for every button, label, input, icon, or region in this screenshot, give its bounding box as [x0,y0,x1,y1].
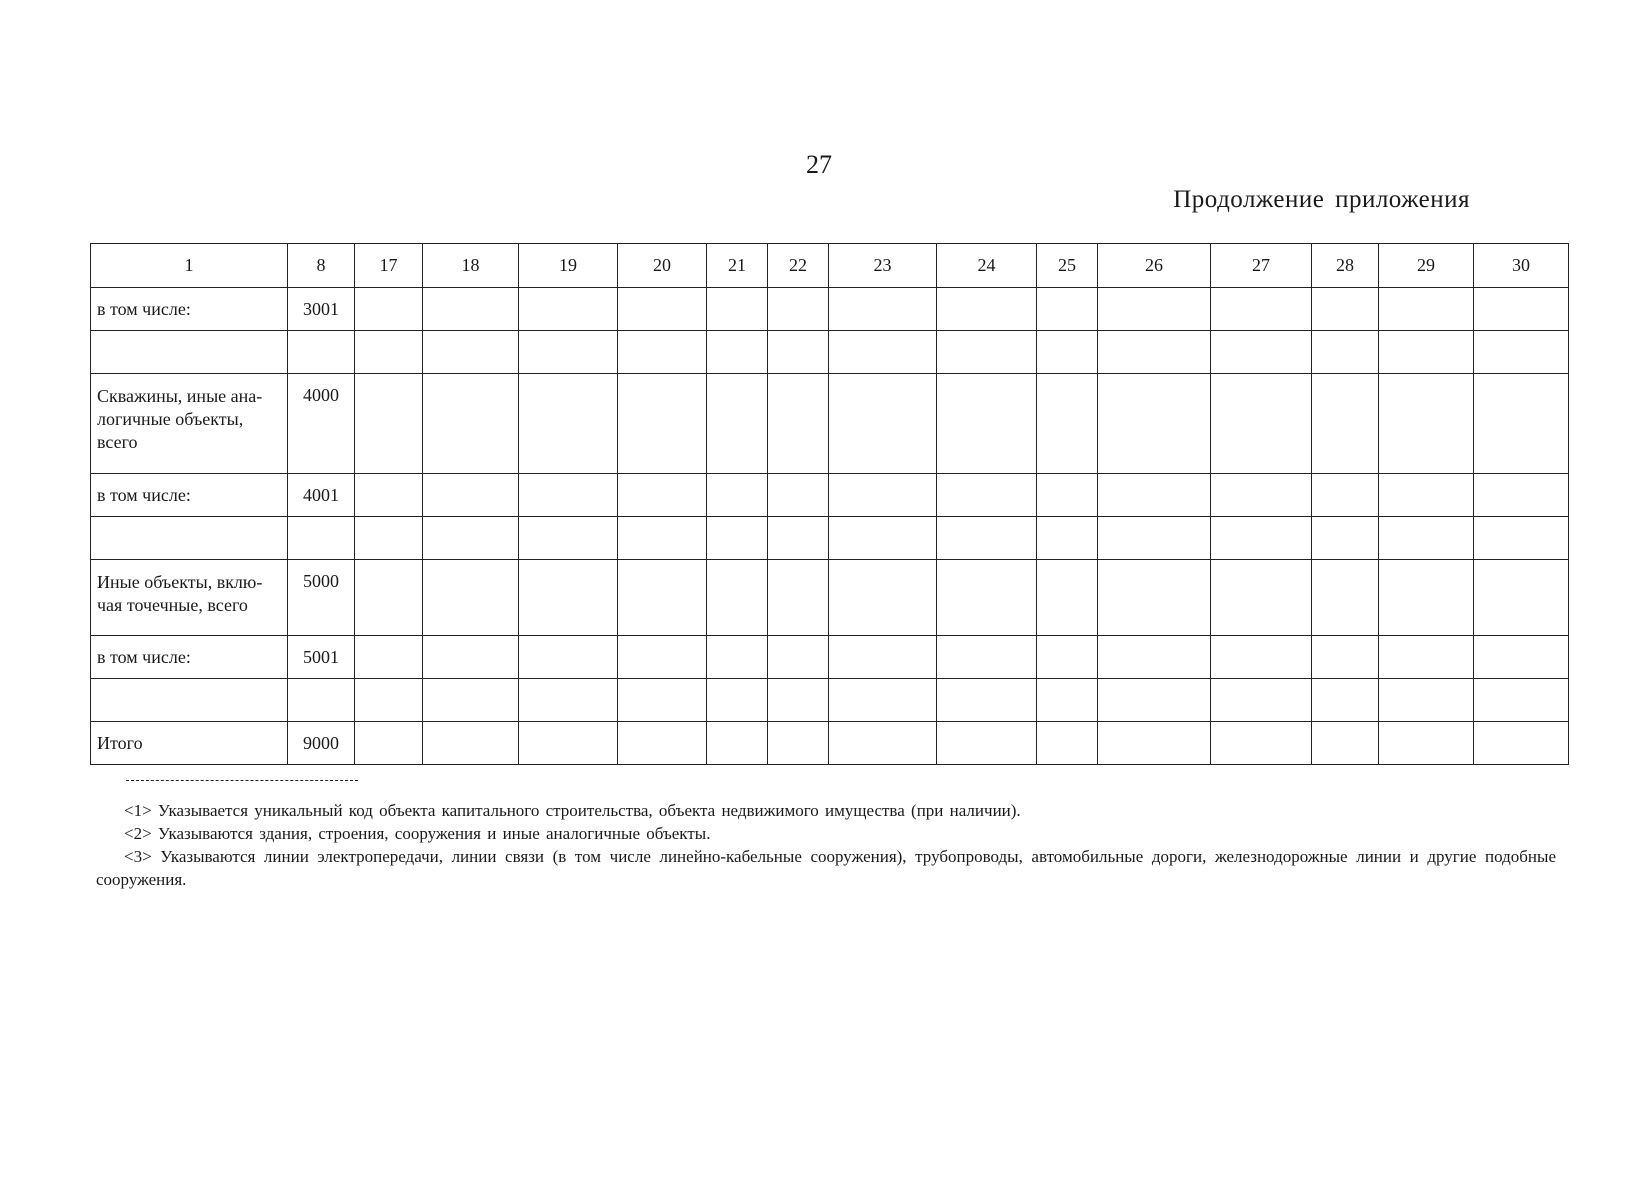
table-row [91,474,1569,517]
row-label: в том числе: [91,474,288,517]
empty-cell [1379,679,1474,722]
row-code [288,517,355,560]
empty-cell [1211,560,1312,636]
column-header: 20 [618,244,707,288]
row-code: 4000 [288,374,355,474]
column-header: 25 [1037,244,1098,288]
empty-cell [1312,331,1379,374]
row-label: Итого [91,722,288,765]
empty-cell [1474,517,1569,560]
row-label: в том числе: [91,636,288,679]
empty-cell [1379,560,1474,636]
footnote-separator [126,780,358,781]
empty-cell [829,636,937,679]
empty-cell [1037,374,1098,474]
empty-cell [355,288,423,331]
column-header: 27 [1211,244,1312,288]
empty-cell [768,560,829,636]
empty-cell [768,374,829,474]
empty-cell [618,474,707,517]
form-table [90,243,1569,765]
empty-cell [618,679,707,722]
column-header: 19 [519,244,618,288]
empty-cell [829,560,937,636]
empty-cell [768,288,829,331]
empty-cell [519,374,618,474]
empty-cell [1037,331,1098,374]
empty-cell [355,722,423,765]
empty-cell [355,331,423,374]
empty-cell [829,374,937,474]
empty-cell [519,722,618,765]
empty-cell [1379,331,1474,374]
empty-cell [1098,288,1211,331]
empty-cell [1211,374,1312,474]
empty-cell [1312,374,1379,474]
column-header: 23 [829,244,937,288]
empty-cell [1312,722,1379,765]
empty-cell [1211,517,1312,560]
empty-cell [423,331,519,374]
empty-cell [937,288,1037,331]
empty-cell [423,560,519,636]
empty-cell [1037,679,1098,722]
empty-cell [1037,474,1098,517]
row-label [91,517,288,560]
column-header: 8 [288,244,355,288]
empty-cell [1474,679,1569,722]
empty-cell [1211,474,1312,517]
empty-cell [1037,636,1098,679]
footnotes [96,780,1556,891]
empty-cell [423,636,519,679]
table-row [91,374,1569,474]
row-code: 4001 [288,474,355,517]
header-row [91,244,1569,288]
table-row [91,331,1569,374]
empty-cell [618,331,707,374]
empty-cell [707,636,768,679]
empty-cell [1098,474,1211,517]
empty-cell [519,474,618,517]
empty-cell [707,517,768,560]
empty-cell [707,331,768,374]
empty-cell [1037,288,1098,331]
row-code: 5001 [288,636,355,679]
empty-cell [1211,636,1312,679]
empty-cell [1474,331,1569,374]
empty-cell [707,474,768,517]
empty-cell [355,374,423,474]
continuation-heading: Продолжение приложения [1173,186,1470,213]
row-label: Скважины, иные ана-логичные объекты, всего [91,374,288,474]
empty-cell [1211,288,1312,331]
empty-cell [423,722,519,765]
empty-cell [768,636,829,679]
table-row [91,679,1569,722]
column-header: 30 [1474,244,1569,288]
empty-cell [1037,722,1098,765]
empty-cell [1211,679,1312,722]
empty-cell [829,722,937,765]
row-code: 9000 [288,722,355,765]
empty-cell [1474,560,1569,636]
empty-cell [1474,722,1569,765]
column-header: 22 [768,244,829,288]
table-row [91,288,1569,331]
row-code: 5000 [288,560,355,636]
empty-cell [1312,474,1379,517]
row-code [288,679,355,722]
empty-cell [1379,474,1474,517]
empty-cell [618,560,707,636]
empty-cell [1037,560,1098,636]
empty-cell [1098,374,1211,474]
empty-cell [1098,636,1211,679]
column-header: 17 [355,244,423,288]
empty-cell [937,517,1037,560]
column-header: 29 [1379,244,1474,288]
empty-cell [829,517,937,560]
empty-cell [1474,374,1569,474]
column-header: 1 [91,244,288,288]
column-header: 18 [423,244,519,288]
empty-cell [1098,331,1211,374]
empty-cell [1474,636,1569,679]
column-header: 24 [937,244,1037,288]
empty-cell [1312,288,1379,331]
page-number: 27 [806,150,832,179]
empty-cell [1474,474,1569,517]
column-header: 26 [1098,244,1211,288]
empty-cell [829,331,937,374]
empty-cell [829,288,937,331]
empty-cell [1379,636,1474,679]
empty-cell [937,331,1037,374]
empty-cell [937,679,1037,722]
empty-cell [1379,517,1474,560]
column-header: 21 [707,244,768,288]
empty-cell [1037,517,1098,560]
empty-cell [707,374,768,474]
empty-cell [519,560,618,636]
row-code [288,331,355,374]
table-row [91,517,1569,560]
empty-cell [519,517,618,560]
empty-cell [618,636,707,679]
empty-cell [618,288,707,331]
empty-cell [618,722,707,765]
empty-cell [768,517,829,560]
empty-cell [768,679,829,722]
empty-cell [937,474,1037,517]
empty-cell [829,474,937,517]
empty-cell [707,288,768,331]
row-label: Иные объекты, вклю-чая точечные, всего [91,560,288,636]
empty-cell [937,374,1037,474]
row-label [91,331,288,374]
table-row [91,636,1569,679]
empty-cell [768,722,829,765]
empty-cell [1474,288,1569,331]
empty-cell [937,722,1037,765]
empty-cell [1098,560,1211,636]
empty-cell [355,517,423,560]
footnote-3: <3> Указываются линии электропередачи, линии связи (в том числе линейно-кабельные сооружения), трубопроводы, автомобильные дороги, железнодорожные линии и другие подобные сооружения. [96,847,1556,889]
empty-cell [519,288,618,331]
empty-cell [1098,679,1211,722]
empty-cell [768,474,829,517]
empty-cell [1312,679,1379,722]
empty-cell [519,679,618,722]
empty-cell [423,288,519,331]
empty-cell [707,679,768,722]
row-code: 3001 [288,288,355,331]
empty-cell [618,374,707,474]
column-header: 28 [1312,244,1379,288]
empty-cell [355,474,423,517]
empty-cell [1379,722,1474,765]
empty-cell [1379,288,1474,331]
empty-cell [1098,517,1211,560]
row-label [91,679,288,722]
row-label: в том числе: [91,288,288,331]
empty-cell [355,679,423,722]
empty-cell [707,722,768,765]
empty-cell [423,517,519,560]
empty-cell [423,374,519,474]
empty-cell [1211,722,1312,765]
footnote-2: <2> Указываются здания, строения, сооружения и иные аналогичные объекты. [124,824,711,843]
empty-cell [355,636,423,679]
table-row [91,722,1569,765]
empty-cell [1379,374,1474,474]
footnote-1: <1> Указывается уникальный код объекта капитального строительства, объекта недвижимого имущества (при наличии). [124,801,1021,820]
empty-cell [768,331,829,374]
empty-cell [519,636,618,679]
empty-cell [1098,722,1211,765]
table-row [91,560,1569,636]
empty-cell [1312,560,1379,636]
empty-cell [423,474,519,517]
empty-cell [519,331,618,374]
empty-cell [937,636,1037,679]
empty-cell [1211,331,1312,374]
empty-cell [618,517,707,560]
empty-cell [423,679,519,722]
empty-cell [707,560,768,636]
empty-cell [829,679,937,722]
empty-cell [1312,517,1379,560]
empty-cell [355,560,423,636]
empty-cell [1312,636,1379,679]
empty-cell [937,560,1037,636]
